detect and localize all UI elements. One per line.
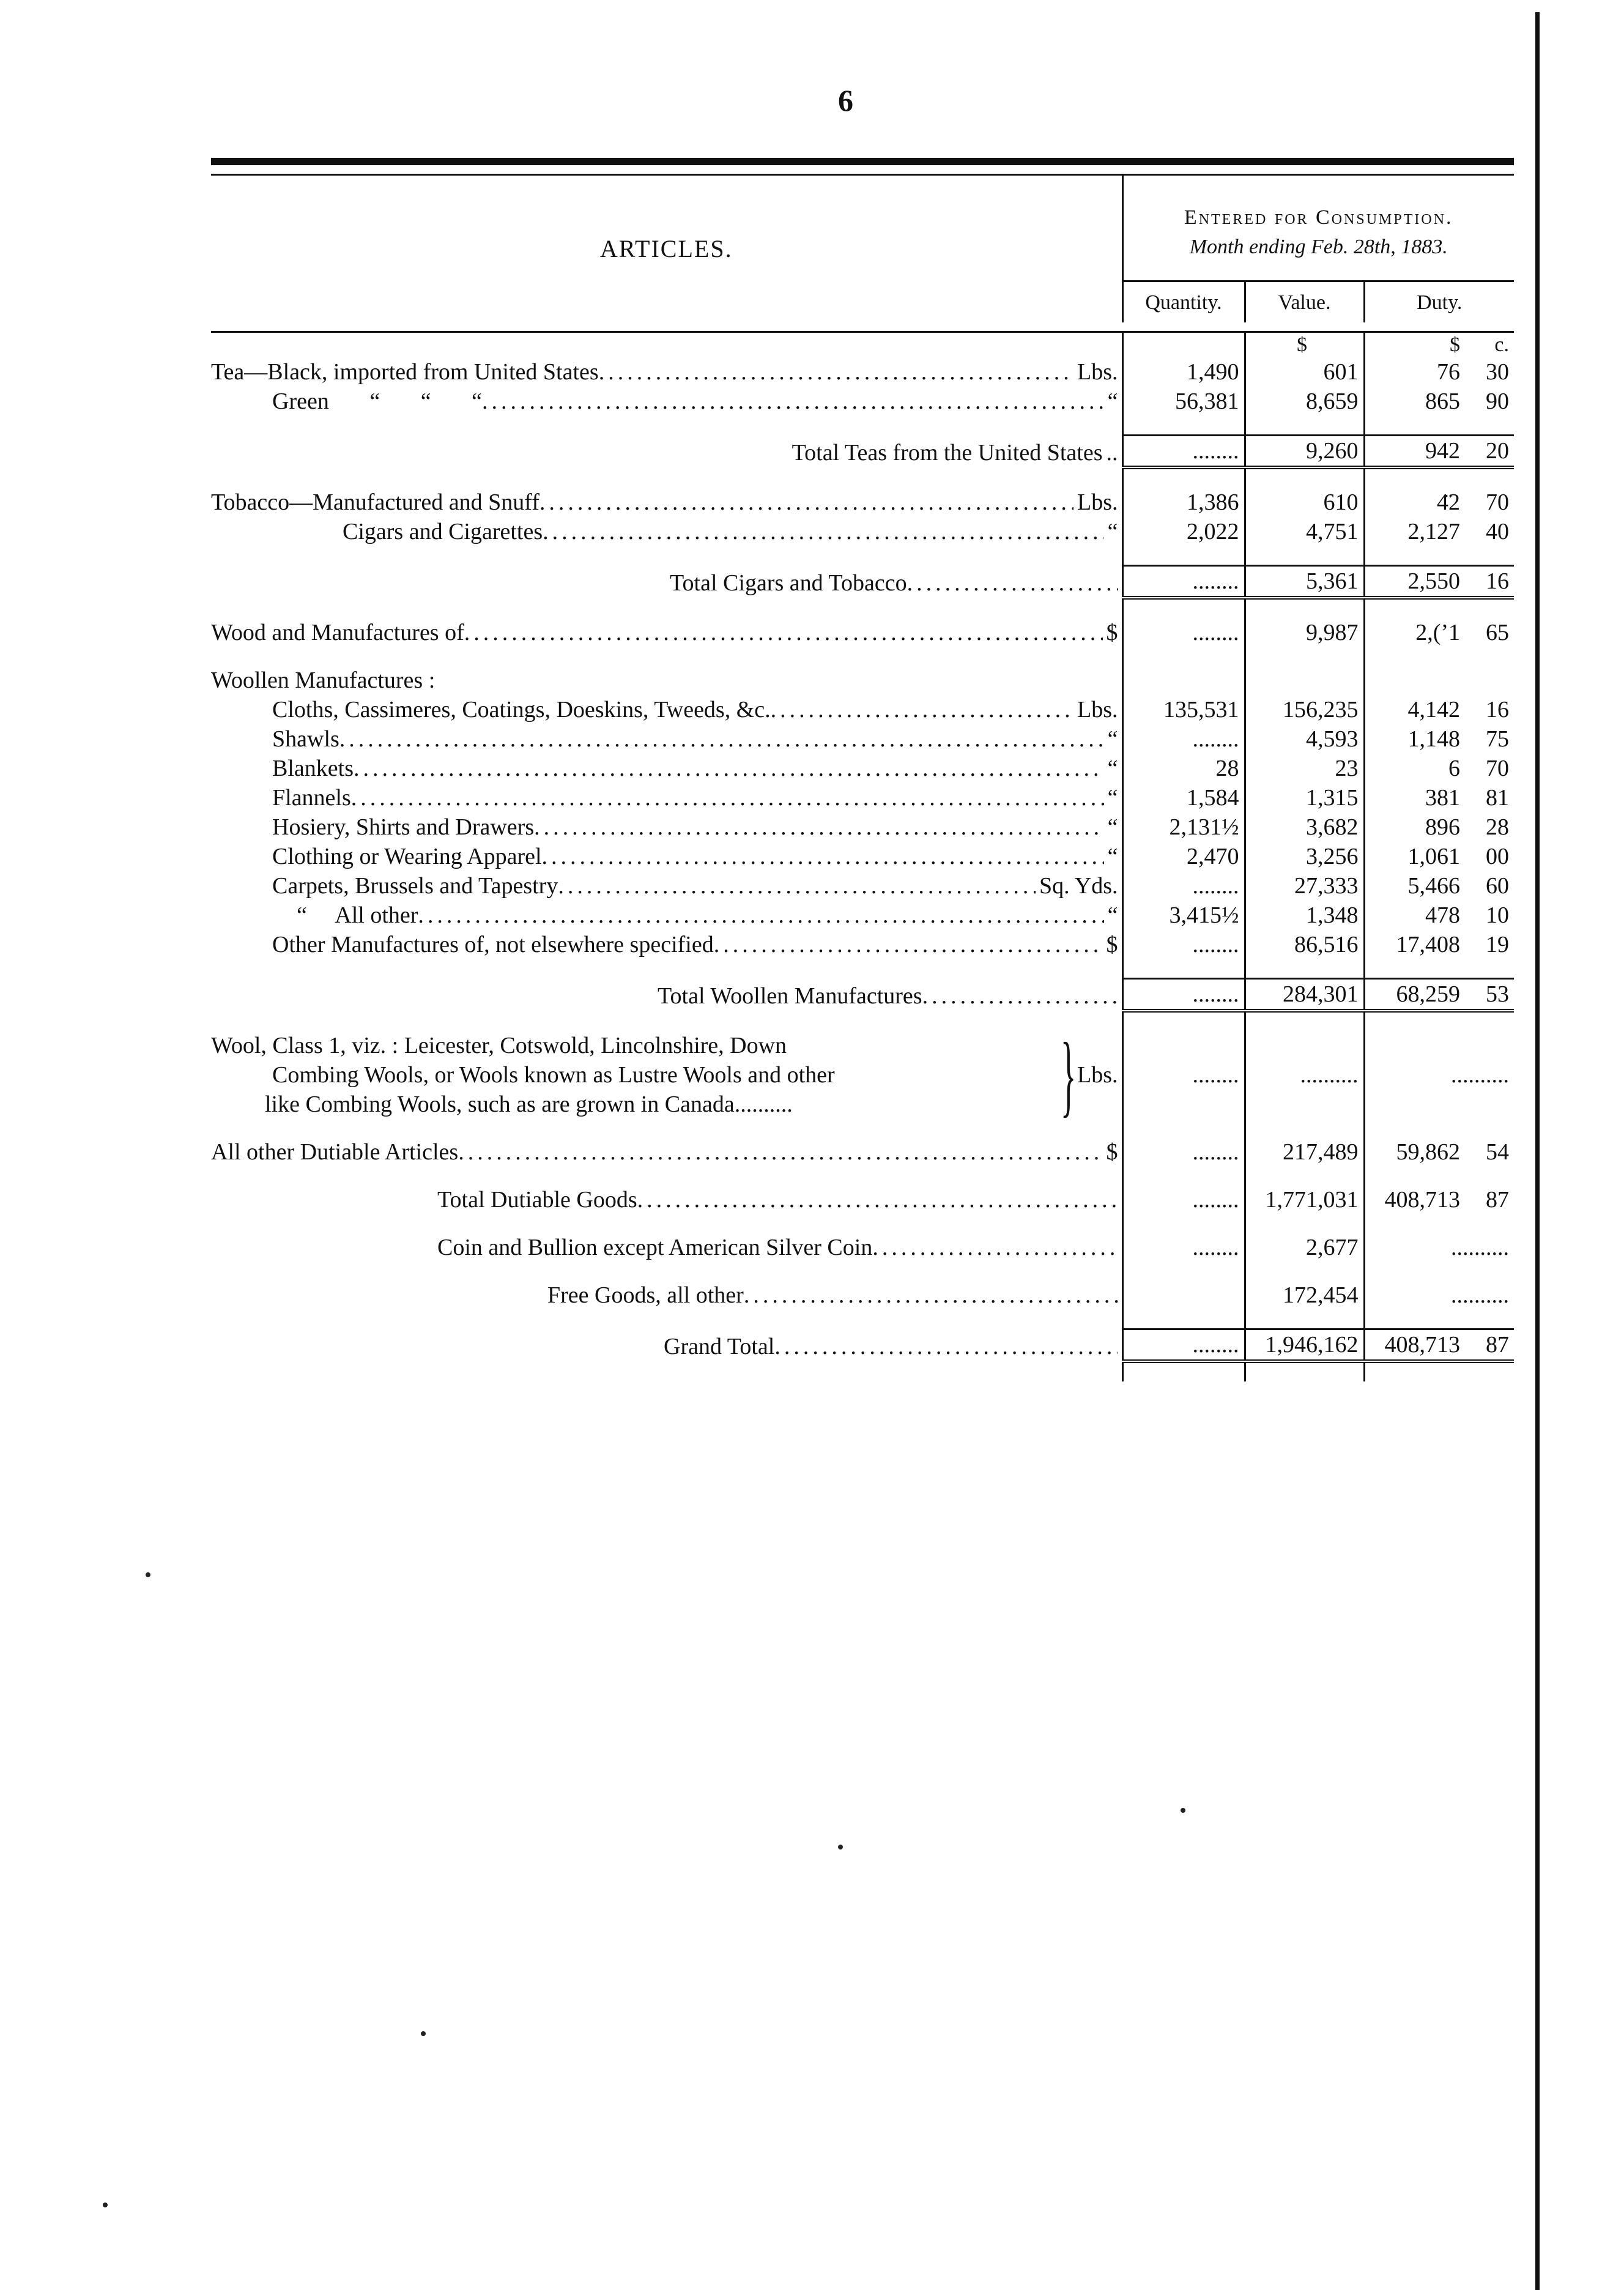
- scan-speck: [838, 1845, 843, 1849]
- quantity-cell: 2,470: [1122, 842, 1245, 871]
- table-row: Tea—Black, imported from United States ..... Lbs. 1,490 601 76 30: [211, 357, 1514, 387]
- page-number: 6: [838, 83, 853, 117]
- duty-cell: 59,862: [1396, 1139, 1460, 1165]
- total-row: Total Dutiable Goods ..... ........ 1,771,031 408,713 87: [211, 1185, 1514, 1214]
- cents-cell: 53: [1486, 981, 1509, 1007]
- value-cell: 1,946,162: [1245, 1329, 1364, 1362]
- woollen-heading: Woollen Manufactures :: [211, 667, 436, 693]
- articles-header: ARTICLES.: [599, 235, 733, 262]
- quantity-cell: ........: [1122, 1185, 1245, 1214]
- duty-cell: 68,259: [1396, 981, 1460, 1007]
- value-cell: 9,260: [1245, 436, 1364, 468]
- quantity-cell: 1,490: [1122, 357, 1245, 387]
- cents-cell: 16: [1486, 697, 1509, 723]
- quantity-cell: ........: [1122, 436, 1245, 468]
- duty-cell: 5,466: [1407, 873, 1460, 899]
- header-line-2: Month ending Feb. 28th, 1883.: [1189, 236, 1448, 259]
- table-row: Clothing or Wearing Apparel ..... “ 2,470 3,256 1,061 00: [211, 842, 1514, 871]
- scan-speck: [103, 2203, 108, 2207]
- quantity-cell: 2,131½: [1122, 812, 1245, 842]
- quantity-cell: 1,386: [1122, 488, 1245, 517]
- table-row: “ All other ..... “ 3,415½ 1,348 478 10: [211, 901, 1514, 930]
- cents-cell: 75: [1486, 726, 1509, 752]
- quantity-cell: ........: [1122, 979, 1245, 1011]
- duty-unit: $: [1450, 333, 1460, 356]
- quantity-cell: ........: [1122, 1233, 1245, 1262]
- value-cell: 156,235: [1245, 695, 1364, 724]
- wool-unit: Lbs.: [1077, 1062, 1118, 1088]
- table-row: Tobacco—Manufactured and Snuff ..... Lbs. 1,386 610 4̈2 70: [211, 488, 1514, 517]
- duty-cell: 1,061: [1407, 844, 1460, 869]
- cents-cell: 54: [1486, 1139, 1509, 1165]
- value-cell: 601: [1245, 357, 1364, 387]
- value-cell: 4,593: [1245, 724, 1364, 754]
- duty-cell: 408,713: [1384, 1332, 1460, 1358]
- value-cell: 9,987: [1245, 618, 1364, 647]
- table-row: Other Manufactures of, not elsewhere specified ..... $ ........ 86,516 17,408 19: [211, 930, 1514, 959]
- duty-cell: 942: [1425, 438, 1460, 464]
- value-cell: 86,516: [1245, 930, 1364, 959]
- wool-row: Wool, Class 1, viz. : Leicester, Cotswold, Lincolnshire, Down Combing Wools, or Wools known as Lustre Wools and other like Combing Wools, such as are grown in Canada .......... } Lbs. ........ .......... ..........: [211, 1031, 1514, 1119]
- subtotal-row: Total Cigars and Tobacco ..... ........ 5,361 2,550 16: [211, 566, 1514, 598]
- value-cell: 1,771,031: [1245, 1185, 1364, 1214]
- value-cell: 2,677: [1245, 1233, 1364, 1262]
- cents-cell: 19: [1486, 932, 1509, 957]
- wool-line-1: Wool, Class 1, viz. : Leicester, Cotswold, Lincolnshire, Down: [211, 1033, 787, 1058]
- cents-cell: 28: [1486, 814, 1509, 840]
- top-thick-rule: [211, 158, 1514, 165]
- cents-cell: 10: [1486, 902, 1509, 928]
- consumption-table: [211, 176, 1514, 1381]
- value-cell: ..........: [1245, 1031, 1364, 1119]
- table-row: Blankets ..... “ 28 23 6 70: [211, 754, 1514, 783]
- duty-cell: 4̈2: [1437, 489, 1460, 515]
- duty-cell: 865: [1425, 388, 1460, 414]
- table-row: Cloths, Cassimeres, Coatings, Doeskins, Tweeds, &c. ..... Lbs. 135,531 156,235 4,142 16: [211, 695, 1514, 724]
- value-unit: $: [1245, 332, 1364, 358]
- cents-unit: c.: [1494, 333, 1509, 356]
- value-cell: 5,361: [1245, 566, 1364, 598]
- entered-for-consumption-header: [1122, 176, 1514, 281]
- scan-speck: [421, 2031, 426, 2036]
- cents-cell: 65: [1486, 620, 1509, 645]
- cents-cell: 90: [1486, 388, 1509, 414]
- table-row: Flannels ..... “ 1,584 1,315 381 81: [211, 783, 1514, 812]
- quantity-cell: ........: [1122, 724, 1245, 754]
- quantity-cell: 135,531: [1122, 695, 1245, 724]
- duty-cell: 6: [1448, 756, 1460, 781]
- value-cell: 8,659: [1245, 387, 1364, 416]
- cents-cell: 70: [1486, 756, 1509, 781]
- quantity-cell: ........: [1122, 1031, 1245, 1119]
- subtotal-row: Total Teas from the United States .. ........ 9,260 942 20: [211, 436, 1514, 468]
- quantity-cell: ........: [1122, 871, 1245, 901]
- table-row: Green “ “ “ ..... “ 56,381 8,659 865 90: [211, 387, 1514, 416]
- cents-cell: 16: [1486, 568, 1509, 594]
- duty-cell: 4,142: [1407, 697, 1460, 723]
- value-cell: 1,315: [1245, 783, 1364, 812]
- quantity-cell: ........: [1122, 566, 1245, 598]
- duty-cell: 1,148: [1407, 726, 1460, 752]
- table-row: Wood and Manufactures of ..... $ ........ 9,987 2,(’1 65: [211, 618, 1514, 647]
- duty-cell: ..........: [1364, 1233, 1514, 1262]
- quantity-cell: 28: [1122, 754, 1245, 783]
- cents-cell: 30: [1486, 359, 1509, 385]
- value-cell: 610: [1245, 488, 1364, 517]
- cents-cell: 70: [1486, 489, 1509, 515]
- value-cell: 3,682: [1245, 812, 1364, 842]
- scan-speck: [1181, 1808, 1185, 1813]
- quantity-cell: 2,022: [1122, 517, 1245, 546]
- wool-line-3: like Combing Wools, such as are grown in Canada: [265, 1091, 735, 1117]
- value-header: Value.: [1245, 281, 1364, 322]
- section-heading-row: [211, 666, 1514, 695]
- quantity-cell: ........: [1122, 930, 1245, 959]
- grand-total-row: Grand Total ..... ........ 1,946,162 408,713 87: [211, 1329, 1514, 1362]
- cents-cell: 00: [1486, 844, 1509, 869]
- value-cell: 4,751: [1245, 517, 1364, 546]
- value-cell: 23: [1245, 754, 1364, 783]
- quantity-cell: ........: [1122, 1329, 1245, 1362]
- trade-statistics-table: [211, 158, 1514, 1381]
- value-cell: 284,301: [1245, 979, 1364, 1011]
- quantity-cell: 3,415½: [1122, 901, 1245, 930]
- cents-cell: 40: [1486, 519, 1509, 545]
- quantity-cell: ........: [1122, 618, 1245, 647]
- table-row: Cigars and Cigarettes ..... “ 2,022 4,751 2,127 40: [211, 517, 1514, 546]
- duty-header: Duty.: [1364, 281, 1514, 322]
- table-row: Shawls ..... “ ........ 4,593 1,148 75: [211, 724, 1514, 754]
- brace-glyph: }: [1061, 1031, 1077, 1119]
- header-line-1: Entered for Consumption.: [1184, 206, 1453, 229]
- duty-cell: 2,127: [1407, 519, 1460, 545]
- value-cell: 217,489: [1245, 1137, 1364, 1167]
- table-row: Coin and Bullion except American Silver Coin ..... ........ 2,677 ..........: [211, 1233, 1514, 1262]
- wool-line-2: Combing Wools, or Wools known as Lustre Wools and other: [272, 1062, 835, 1088]
- quantity-cell: 1,584: [1122, 783, 1245, 812]
- subtotal-row: Total Woollen Manufactures ..... ........ 284,301 68,259 53: [211, 979, 1514, 1011]
- duty-cell: ..........: [1364, 1281, 1514, 1310]
- quantity-cell: [1122, 1281, 1245, 1310]
- value-cell: 1,348: [1245, 901, 1364, 930]
- value-cell: 27,333: [1245, 871, 1364, 901]
- cents-cell: 20: [1486, 438, 1509, 464]
- quantity-cell: ........: [1122, 1137, 1245, 1167]
- duty-cell: 478: [1425, 902, 1460, 928]
- table-row: Carpets, Brussels and Tapestry ..... Sq. Yds. ........ 27,333 5,466 60: [211, 871, 1514, 901]
- quantity-cell: 56,381: [1122, 387, 1245, 416]
- duty-cell: 2,(’1: [1415, 620, 1460, 645]
- duty-cell: 17,408: [1396, 932, 1460, 957]
- duty-cell: ..........: [1364, 1031, 1514, 1119]
- table-row: Free Goods, all other ..... 172,454 ..........: [211, 1281, 1514, 1310]
- scan-speck: [146, 1572, 150, 1577]
- duty-cell: 896: [1425, 814, 1460, 840]
- table-row: All other Dutiable Articles ..... $ ........ 217,489 59,862 54: [211, 1137, 1514, 1167]
- duty-cell: 76: [1437, 359, 1460, 385]
- cents-cell: 87: [1486, 1332, 1509, 1358]
- page-edge-line: [1535, 12, 1540, 2290]
- quantity-header: Quantity.: [1122, 281, 1245, 322]
- duty-cell: 408,713: [1384, 1187, 1460, 1213]
- cents-cell: 60: [1486, 873, 1509, 899]
- cents-cell: 87: [1486, 1187, 1509, 1213]
- table-row: Hosiery, Shirts and Drawers ..... “ 2,131½ 3,682 896 28: [211, 812, 1514, 842]
- cents-cell: 81: [1486, 785, 1509, 811]
- duty-cell: 2,550: [1407, 568, 1460, 594]
- value-cell: 3,256: [1245, 842, 1364, 871]
- duty-cell: 381: [1425, 785, 1460, 811]
- value-cell: 172,454: [1245, 1281, 1364, 1310]
